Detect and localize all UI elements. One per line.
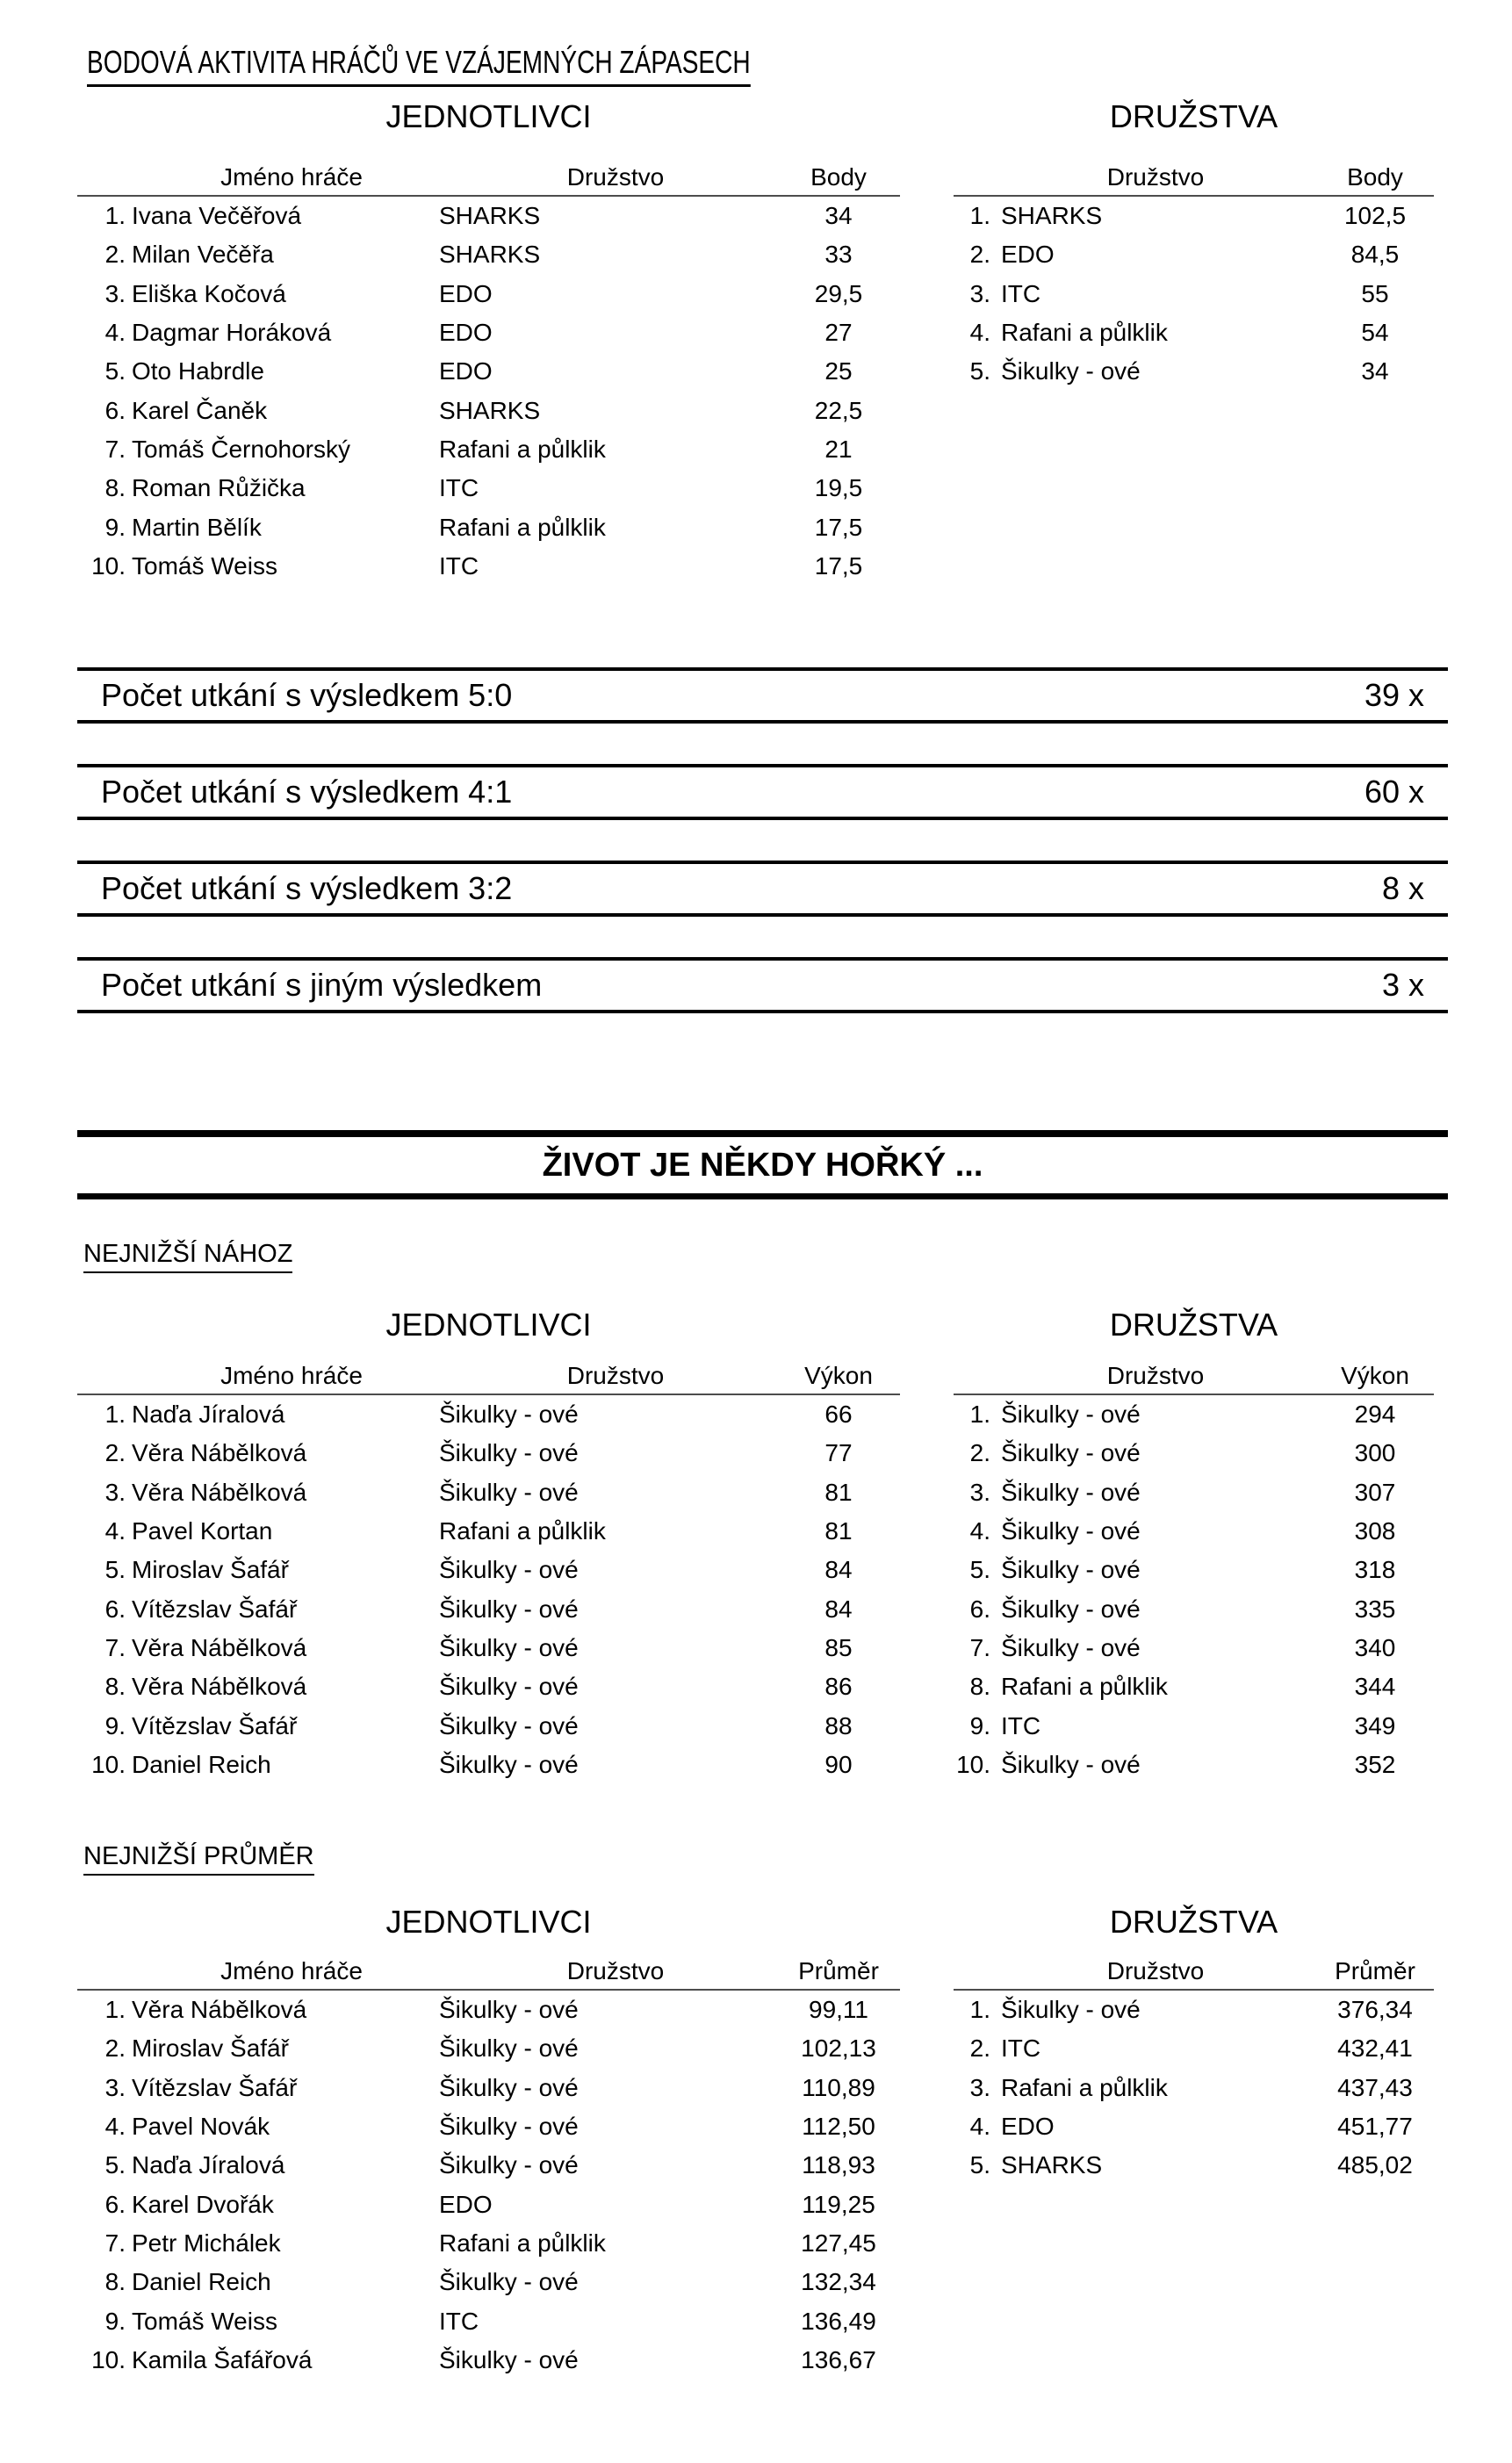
- table-row: [954, 1991, 1434, 2029]
- summary-box-result-5-0: [77, 667, 1448, 724]
- table-row: [77, 1746, 900, 1784]
- table-body: [954, 1991, 1434, 2185]
- team-name: Rafani a půlklik: [1001, 319, 1168, 347]
- team-name: Šikulky - ové: [1001, 1401, 1141, 1429]
- row-rank: 1.: [104, 1996, 126, 2024]
- team-name: Šikulky - ové: [439, 2151, 579, 2179]
- player-name: Daniel Reich: [132, 1750, 271, 1778]
- team-name: ITC: [1001, 279, 1041, 307]
- team-name: SHARKS: [1001, 2151, 1103, 2179]
- team-name: SHARKS: [439, 202, 541, 230]
- col-header-team: Družstvo: [566, 1957, 665, 1984]
- table-row: [77, 352, 900, 391]
- performance-value: 352: [1354, 1750, 1396, 1778]
- col-header-player-name: Jméno hráče: [220, 1957, 363, 1984]
- team-name: Šikulky - ové: [439, 2113, 579, 2141]
- average-value: 119,25: [802, 2190, 875, 2218]
- player-name: Naďa Jíralová: [132, 2151, 285, 2179]
- team-name: Šikulky - ové: [439, 1595, 579, 1623]
- team-name: Šikulky - ové: [1001, 1996, 1141, 2024]
- team-name: ITC: [439, 2307, 479, 2335]
- table-row: [77, 1551, 900, 1589]
- row-rank: 1.: [104, 1401, 126, 1429]
- table-row: [77, 430, 900, 469]
- player-name: Karel Dvořák: [132, 2190, 274, 2218]
- player-name: Věra Nábělková: [132, 1478, 307, 1506]
- player-name: Martin Bělík: [132, 513, 262, 541]
- team-name: Šikulky - ové: [1001, 1478, 1141, 1506]
- table-body: [77, 1395, 900, 1784]
- points-value: 27: [824, 319, 853, 347]
- row-rank: 9.: [104, 2307, 126, 2335]
- table-row: [954, 313, 1434, 352]
- team-name: Šikulky - ové: [439, 1478, 579, 1506]
- average-value: 376,34: [1337, 1996, 1413, 2024]
- table-row: [77, 313, 900, 352]
- row-rank: 3.: [969, 279, 990, 307]
- points-value: 55: [1361, 279, 1389, 307]
- team-name: Šikulky - ové: [1001, 1750, 1141, 1778]
- player-name: Petr Michálek: [132, 2229, 281, 2257]
- table-row: [77, 2146, 900, 2185]
- table-row: [77, 2029, 900, 2068]
- points-value: 25: [824, 357, 853, 385]
- lowest-throw-teams-table: [954, 1364, 1434, 1784]
- summary-box-result-3-2: [77, 861, 1448, 917]
- team-name: ITC: [1001, 2034, 1041, 2063]
- team-name: ITC: [1001, 1711, 1041, 1739]
- average-value: 136,49: [801, 2307, 876, 2335]
- team-name: Šikulky - ové: [1001, 1517, 1141, 1545]
- player-name: Věra Nábělková: [132, 1673, 307, 1701]
- table-row: [954, 352, 1434, 391]
- team-name: Šikulky - ové: [439, 1633, 579, 1661]
- player-name: Miroslav Šafář: [132, 1556, 289, 1584]
- col-header-team: Družstvo: [1106, 163, 1205, 191]
- points-value: 17,5: [814, 513, 863, 541]
- row-rank: 10.: [91, 551, 126, 580]
- table-row: [77, 469, 900, 508]
- team-name: Rafani a půlklik: [1001, 2073, 1168, 2101]
- lowest-throw-teams-heading: DRUŽSTVA: [1109, 1307, 1278, 1343]
- table-row: [77, 1629, 900, 1667]
- row-rank: 7.: [104, 435, 126, 463]
- team-name: ITC: [439, 474, 479, 502]
- average-value: 110,89: [802, 2073, 875, 2101]
- table-header-row: [77, 1959, 900, 1991]
- col-header-points: Body: [810, 163, 867, 191]
- row-rank: 6.: [104, 1595, 126, 1623]
- average-value: 112,50: [802, 2113, 875, 2141]
- performance-value: 308: [1354, 1517, 1396, 1545]
- row-rank: 5.: [969, 2151, 990, 2179]
- table-row: [954, 197, 1434, 235]
- team-name: EDO: [1001, 2113, 1055, 2141]
- table-row: [77, 1434, 900, 1473]
- table-row: [77, 1667, 900, 1706]
- points-value: 17,5: [814, 551, 863, 580]
- player-name: Vítězslav Šafář: [132, 1711, 298, 1739]
- performance-value: 84: [824, 1595, 853, 1623]
- table-header-row: [77, 1364, 900, 1395]
- row-rank: 3.: [969, 2073, 990, 2101]
- table-row: [77, 1706, 900, 1745]
- summary-count: 60 x: [1364, 774, 1424, 810]
- average-value: 127,45: [801, 2229, 876, 2257]
- col-header-player-name: Jméno hráče: [220, 163, 363, 191]
- col-header-performance: Výkon: [804, 1362, 873, 1389]
- average-value: 136,67: [801, 2345, 876, 2373]
- row-rank: 5.: [104, 2151, 126, 2179]
- points-value: 19,5: [814, 474, 863, 502]
- team-name: Šikulky - ové: [439, 2073, 579, 2101]
- player-name: Oto Habrdle: [132, 357, 264, 385]
- row-rank: 1.: [969, 1401, 990, 1429]
- row-rank: 6.: [969, 1595, 990, 1623]
- table-row: [954, 1746, 1434, 1784]
- player-name: Věra Nábělková: [132, 1633, 307, 1661]
- team-name: SHARKS: [1001, 202, 1103, 230]
- row-rank: 2.: [969, 2034, 990, 2063]
- table-row: [77, 1395, 900, 1434]
- table-row: [77, 2107, 900, 2146]
- team-name: Šikulky - ové: [439, 1996, 579, 2024]
- table-row: [77, 235, 900, 274]
- table-row: [77, 391, 900, 429]
- table-row: [954, 1589, 1434, 1628]
- row-rank: 1.: [969, 1996, 990, 2024]
- lowest-throw-individuals-table: [77, 1364, 900, 1784]
- table-body: [954, 197, 1434, 391]
- points-value: 29,5: [814, 279, 863, 307]
- row-rank: 3.: [104, 279, 126, 307]
- table-row: [77, 547, 900, 586]
- player-name: Pavel Kortan: [132, 1517, 273, 1545]
- points-value: 34: [1361, 357, 1389, 385]
- performance-value: 77: [824, 1439, 853, 1467]
- col-header-team: Družstvo: [1106, 1957, 1205, 1984]
- performance-value: 318: [1354, 1556, 1396, 1584]
- team-name: Rafani a půlklik: [1001, 1673, 1168, 1701]
- table-row: [954, 1473, 1434, 1512]
- player-name: Vítězslav Šafář: [132, 1595, 298, 1623]
- team-name: Šikulky - ové: [439, 1401, 579, 1429]
- table-row: [954, 1434, 1434, 1473]
- row-rank: 7.: [969, 1633, 990, 1661]
- table-row: [77, 2341, 900, 2380]
- row-rank: 7.: [104, 2229, 126, 2257]
- points-value: 54: [1361, 319, 1389, 347]
- summary-count: 39 x: [1364, 677, 1424, 713]
- row-rank: 8.: [104, 1673, 126, 1701]
- points-value: 84,5: [1350, 241, 1400, 269]
- lowest-average-teams-table: [954, 1959, 1434, 2185]
- table-row: [77, 1589, 900, 1628]
- table-row: [77, 2185, 900, 2223]
- page-title: BODOVÁ AKTIVITA HRÁČŮ VE VZÁJEMNÝCH ZÁPASECH: [87, 44, 751, 87]
- player-name: Tomáš Weiss: [132, 2307, 277, 2335]
- row-rank: 6.: [104, 2190, 126, 2218]
- performance-value: 81: [824, 1517, 853, 1545]
- lowest-throw-individuals-heading: JEDNOTLIVCI: [385, 1307, 592, 1343]
- points-value: 22,5: [814, 396, 863, 424]
- table-row: [77, 508, 900, 546]
- row-rank: 8.: [104, 474, 126, 502]
- team-name: Šikulky - ové: [439, 1711, 579, 1739]
- player-name: Daniel Reich: [132, 2268, 271, 2296]
- points-individuals-heading: JEDNOTLIVCI: [385, 98, 592, 134]
- team-name: EDO: [439, 279, 493, 307]
- average-value: 118,93: [802, 2151, 875, 2179]
- row-rank: 4.: [104, 1517, 126, 1545]
- average-value: 485,02: [1337, 2151, 1413, 2179]
- team-name: ITC: [439, 551, 479, 580]
- summary-box-result-other: [77, 957, 1448, 1013]
- team-name: Šikulky - ové: [1001, 357, 1141, 385]
- performance-value: 66: [824, 1401, 853, 1429]
- table-row: [954, 1512, 1434, 1551]
- row-rank: 8.: [104, 2268, 126, 2296]
- points-teams-table: [954, 165, 1434, 391]
- table-row: [954, 2069, 1434, 2107]
- team-name: Šikulky - ové: [439, 1439, 579, 1467]
- player-name: Věra Nábělková: [132, 1996, 307, 2024]
- summary-count: 3 x: [1381, 967, 1424, 1003]
- row-rank: 5.: [969, 1556, 990, 1584]
- performance-value: 84: [824, 1556, 853, 1584]
- team-name: Šikulky - ové: [1001, 1633, 1141, 1661]
- performance-value: 86: [824, 1673, 853, 1701]
- row-rank: 10.: [91, 2345, 126, 2373]
- table-row: [954, 1551, 1434, 1589]
- team-name: EDO: [439, 357, 493, 385]
- performance-value: 81: [824, 1478, 853, 1506]
- table-row: [954, 2107, 1434, 2146]
- row-rank: 4.: [969, 319, 990, 347]
- table-header-row: [954, 1364, 1434, 1395]
- row-rank: 4.: [104, 2113, 126, 2141]
- team-name: Rafani a půlklik: [439, 1517, 606, 1545]
- lowest-average-individuals-heading: JEDNOTLIVCI: [385, 1904, 592, 1940]
- team-name: Rafani a půlklik: [439, 435, 606, 463]
- col-header-team: Družstvo: [1106, 1362, 1205, 1389]
- table-row: [954, 235, 1434, 274]
- average-value: 132,34: [801, 2268, 876, 2296]
- summary-box-result-4-1: [77, 764, 1448, 820]
- points-value: 21: [824, 435, 853, 463]
- team-name: Šikulky - ové: [1001, 1556, 1141, 1584]
- lowest-average-heading: NEJNIŽŠÍ PRŮMĚR: [83, 1842, 314, 1876]
- summary-label: Počet utkání s výsledkem 5:0: [101, 677, 513, 713]
- team-name: Rafani a půlklik: [439, 2229, 606, 2257]
- player-name: Dagmar Horáková: [132, 319, 332, 347]
- col-header-performance: Výkon: [1341, 1362, 1409, 1389]
- team-name: SHARKS: [439, 241, 541, 269]
- average-value: 437,43: [1337, 2073, 1413, 2101]
- team-name: EDO: [1001, 241, 1055, 269]
- performance-value: 307: [1354, 1478, 1396, 1506]
- summary-count: 8 x: [1381, 870, 1424, 906]
- table-body: [77, 1991, 900, 2380]
- performance-value: 294: [1354, 1401, 1396, 1429]
- lowest-throw-heading: NEJNIŽŠÍ NÁHOZ: [83, 1240, 292, 1273]
- row-rank: 3.: [969, 1478, 990, 1506]
- table-row: [77, 2069, 900, 2107]
- team-name: Šikulky - ové: [1001, 1439, 1141, 1467]
- performance-value: 300: [1354, 1439, 1396, 1467]
- performance-value: 90: [824, 1750, 853, 1778]
- points-teams-heading: DRUŽSTVA: [1109, 98, 1278, 134]
- table-row: [77, 197, 900, 235]
- summary-label: Počet utkání s výsledkem 3:2: [101, 870, 513, 906]
- player-name: Tomáš Černohorský: [132, 435, 350, 463]
- team-name: Rafani a půlklik: [439, 513, 606, 541]
- row-rank: 5.: [104, 1556, 126, 1584]
- performance-value: 340: [1354, 1633, 1396, 1661]
- table-row: [77, 275, 900, 313]
- row-rank: 3.: [104, 2073, 126, 2101]
- table-row: [954, 2029, 1434, 2068]
- team-name: EDO: [439, 2190, 493, 2218]
- player-name: Kamila Šafářová: [132, 2345, 313, 2373]
- points-value: 34: [824, 202, 853, 230]
- table-row: [954, 1667, 1434, 1706]
- performance-value: 85: [824, 1633, 853, 1661]
- col-header-team: Družstvo: [566, 163, 665, 191]
- player-name: Vítězslav Šafář: [132, 2073, 298, 2101]
- player-name: Ivana Večěřová: [132, 202, 302, 230]
- average-value: 451,77: [1337, 2113, 1413, 2141]
- row-rank: 6.: [104, 396, 126, 424]
- table-row: [77, 2224, 900, 2263]
- lowest-average-individuals-table: [77, 1959, 900, 2380]
- table-header-row: [954, 1959, 1434, 1991]
- lowest-average-teams-heading: DRUŽSTVA: [1109, 1904, 1278, 1940]
- table-row: [954, 1629, 1434, 1667]
- table-header-row: [954, 165, 1434, 197]
- summary-label: Počet utkání s výsledkem 4:1: [101, 774, 513, 810]
- row-rank: 2.: [104, 241, 126, 269]
- performance-value: 335: [1354, 1595, 1396, 1623]
- performance-value: 349: [1354, 1711, 1396, 1739]
- row-rank: 2.: [104, 1439, 126, 1467]
- row-rank: 2.: [969, 241, 990, 269]
- player-name: Naďa Jíralová: [132, 1401, 285, 1429]
- col-header-player-name: Jméno hráče: [220, 1362, 363, 1389]
- team-name: Šikulky - ové: [439, 1556, 579, 1584]
- team-name: SHARKS: [439, 396, 541, 424]
- table-row: [954, 2146, 1434, 2185]
- banner-text: ŽIVOT JE NĚKDY HOŘKÝ ...: [77, 1130, 1448, 1199]
- performance-value: 88: [824, 1711, 853, 1739]
- row-rank: 8.: [969, 1673, 990, 1701]
- player-name: Milan Večěřa: [132, 241, 274, 269]
- player-name: Eliška Kočová: [132, 279, 286, 307]
- player-name: Karel Čaněk: [132, 396, 268, 424]
- average-value: 432,41: [1337, 2034, 1413, 2063]
- col-header-points: Body: [1347, 163, 1403, 191]
- team-name: EDO: [439, 319, 493, 347]
- performance-value: 344: [1354, 1673, 1396, 1701]
- points-value: 102,5: [1343, 202, 1407, 230]
- team-name: Šikulky - ové: [439, 2268, 579, 2296]
- points-individuals-table: [77, 165, 900, 586]
- table-row: [954, 275, 1434, 313]
- player-name: Tomáš Weiss: [132, 551, 277, 580]
- row-rank: 9.: [104, 1711, 126, 1739]
- team-name: Šikulky - ové: [439, 1750, 579, 1778]
- table-body: [954, 1395, 1434, 1784]
- player-name: Pavel Novák: [132, 2113, 270, 2141]
- row-rank: 3.: [104, 1478, 126, 1506]
- average-value: 102,13: [801, 2034, 876, 2063]
- col-header-average: Průměr: [1335, 1957, 1415, 1984]
- row-rank: 10.: [91, 1750, 126, 1778]
- row-rank: 7.: [104, 1633, 126, 1661]
- row-rank: 5.: [104, 357, 126, 385]
- average-value: 99,11: [809, 1996, 868, 2024]
- points-value: 33: [824, 241, 853, 269]
- table-row: [77, 1473, 900, 1512]
- row-rank: 2.: [104, 2034, 126, 2063]
- team-name: Šikulky - ové: [439, 2034, 579, 2063]
- row-rank: 2.: [969, 1439, 990, 1467]
- player-name: Věra Nábělková: [132, 1439, 307, 1467]
- summary-label: Počet utkání s jiným výsledkem: [101, 967, 543, 1003]
- team-name: Šikulky - ové: [439, 1673, 579, 1701]
- col-header-team: Družstvo: [566, 1362, 665, 1389]
- table-row: [77, 2301, 900, 2340]
- row-rank: 4.: [104, 319, 126, 347]
- table-row: [77, 1991, 900, 2029]
- player-name: Miroslav Šafář: [132, 2034, 289, 2063]
- table-row: [954, 1395, 1434, 1434]
- row-rank: 1.: [104, 202, 126, 230]
- player-name: Roman Růžička: [132, 474, 306, 502]
- row-rank: 9.: [969, 1711, 990, 1739]
- team-name: Šikulky - ové: [1001, 1595, 1141, 1623]
- row-rank: 4.: [969, 1517, 990, 1545]
- row-rank: 1.: [969, 202, 990, 230]
- col-header-average: Průměr: [798, 1957, 879, 1984]
- row-rank: 10.: [956, 1750, 990, 1778]
- team-name: Šikulky - ové: [439, 2345, 579, 2373]
- table-row: [77, 2263, 900, 2301]
- table-body: [77, 197, 900, 586]
- table-row: [954, 1706, 1434, 1745]
- row-rank: 5.: [969, 357, 990, 385]
- row-rank: 9.: [104, 513, 126, 541]
- row-rank: 4.: [969, 2113, 990, 2141]
- table-header-row: [77, 165, 900, 197]
- table-row: [77, 1512, 900, 1551]
